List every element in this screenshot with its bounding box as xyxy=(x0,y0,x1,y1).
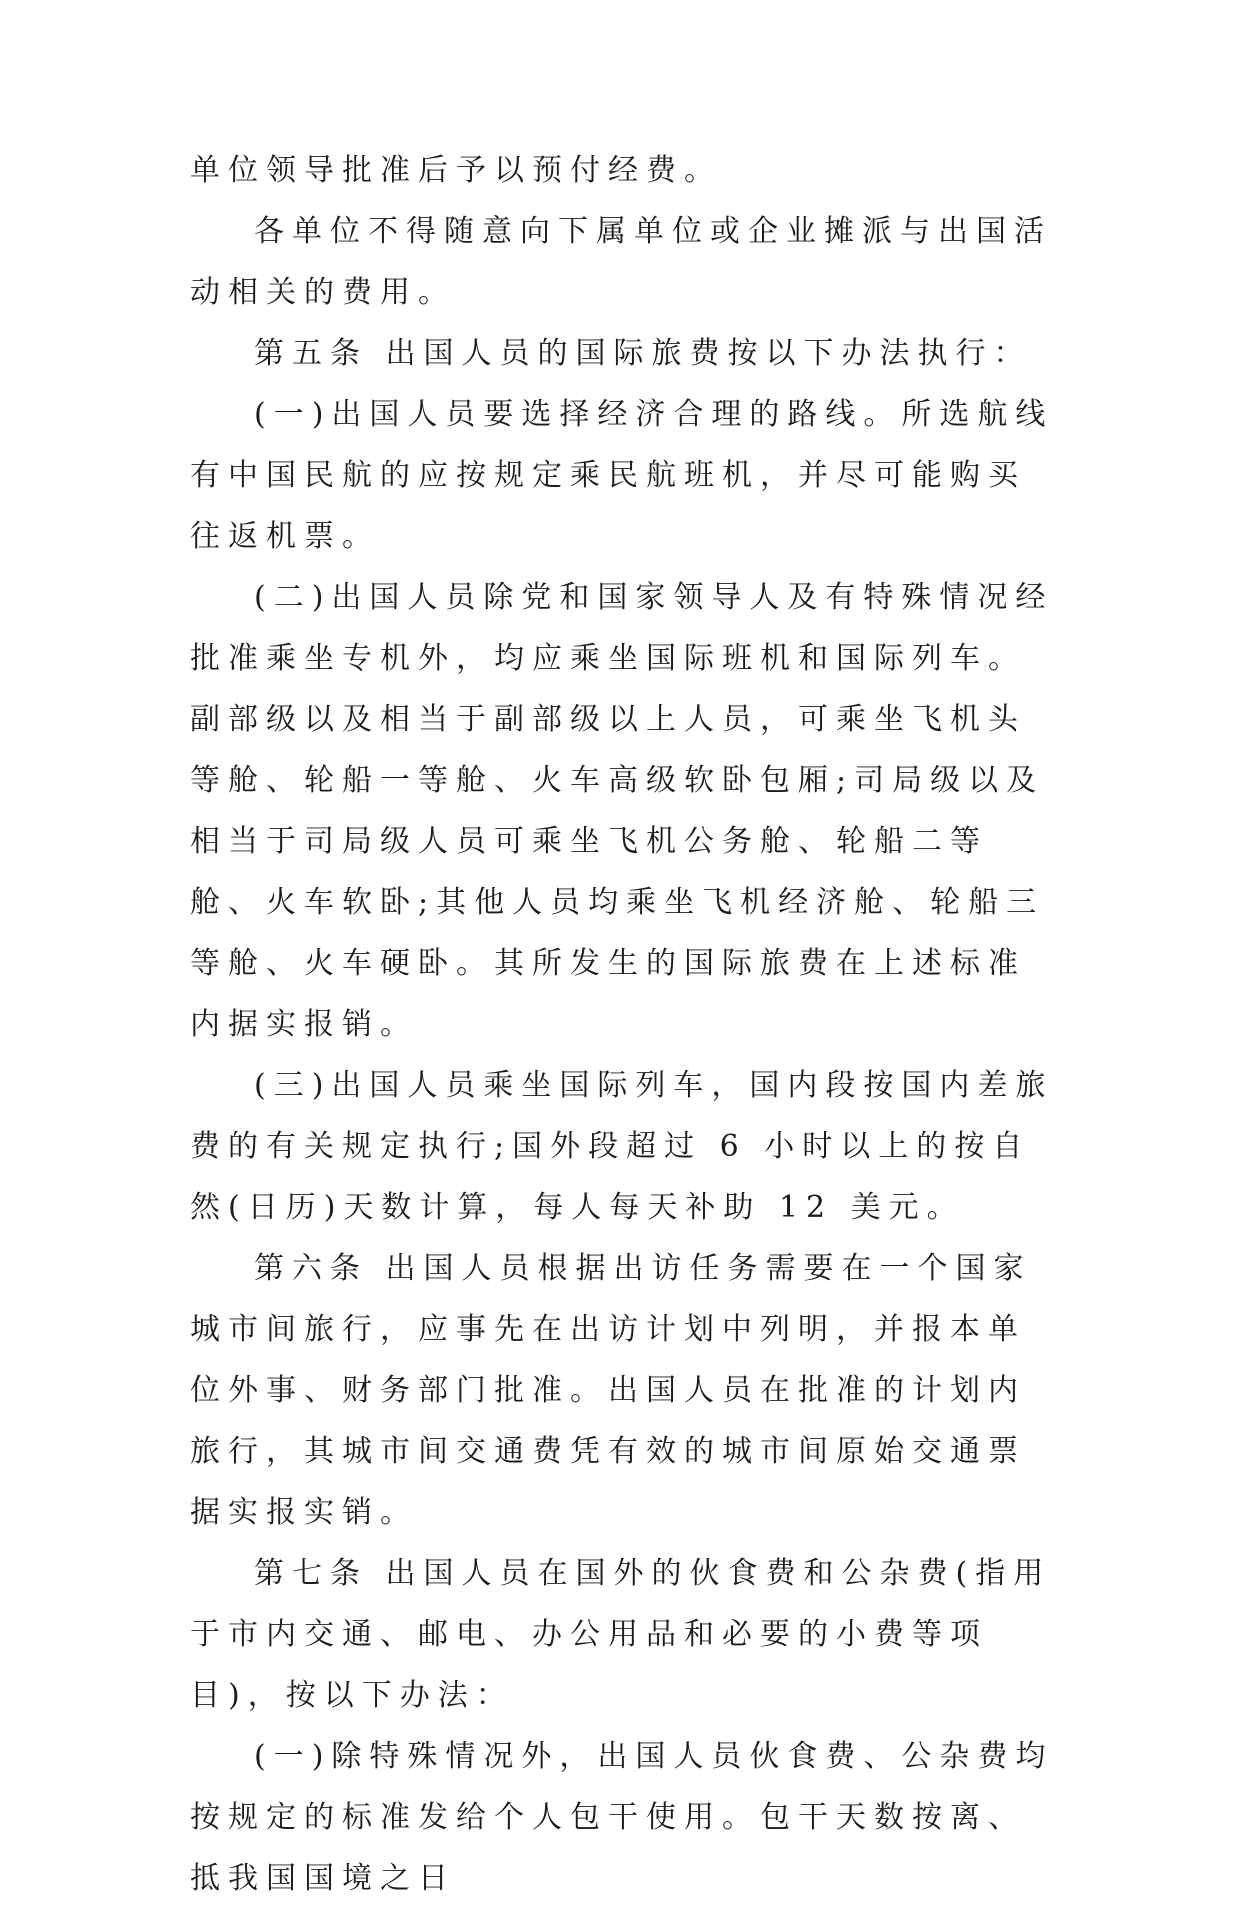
document-body xyxy=(190,140,1060,1909)
article-6: 第六条 出国人员根据出访任务需要在一个国家城市间旅行，应事先在出访计划中列明，并报本单位外事、财务部门批准。出国人员在批准的计划内旅行，其城市间交通费凭有效的城市间原始交通票据实报实销。 xyxy=(190,1251,1032,1530)
article-5-item-2: (二)出国人员除党和国家领导人及有特殊情况经批准乘坐专机外，均应乘坐国际班机和国际列车。副部级以及相当于副部级以上人员，可乘坐飞机头等舱、轮船一等舱、火车高级软卧包厢;司局级以及相当于司局级人员可乘坐飞机公务舱、轮船二等舱、火车软卧;其他人员均乘坐飞机经济舱、轮船三等舱、火车硬卧。其所发生的国际旅费在上述标准内据实报销。 xyxy=(190,580,1054,1042)
article-7-item-1: (一)除特殊情况外，出国人员伙食费、公杂费均按规定的标准发给个人包干使用。包干天数按离、抵我国国境之日 xyxy=(190,1739,1054,1896)
article-5-item-1: (一)出国人员要选择经济合理的路线。所选航线有中国民航的应按规定乘民航班机，并尽可能购买往返机票。 xyxy=(190,397,1054,554)
article-5-heading: 第五条 出国人员的国际旅费按以下办法执行： xyxy=(254,336,1032,371)
article-5-item-3: (三)出国人员乘坐国际列车，国内段按国内差旅费的有关规定执行;国外段超过 6 小时以上的按自然(日历)天数计算，每人每天补助 12 美元。 xyxy=(190,1068,1054,1225)
article-7-heading: 第七条 出国人员在国外的伙食费和公杂费(指用于市内交通、邮电、办公用品和必要的小费等项目)，按以下办法： xyxy=(190,1556,1052,1713)
paragraph-apportion-rule: 各单位不得随意向下属单位或企业摊派与出国活动相关的费用。 xyxy=(190,214,1052,310)
paragraph-continuation: 单位领导批准后予以预付经费。 xyxy=(190,153,722,188)
